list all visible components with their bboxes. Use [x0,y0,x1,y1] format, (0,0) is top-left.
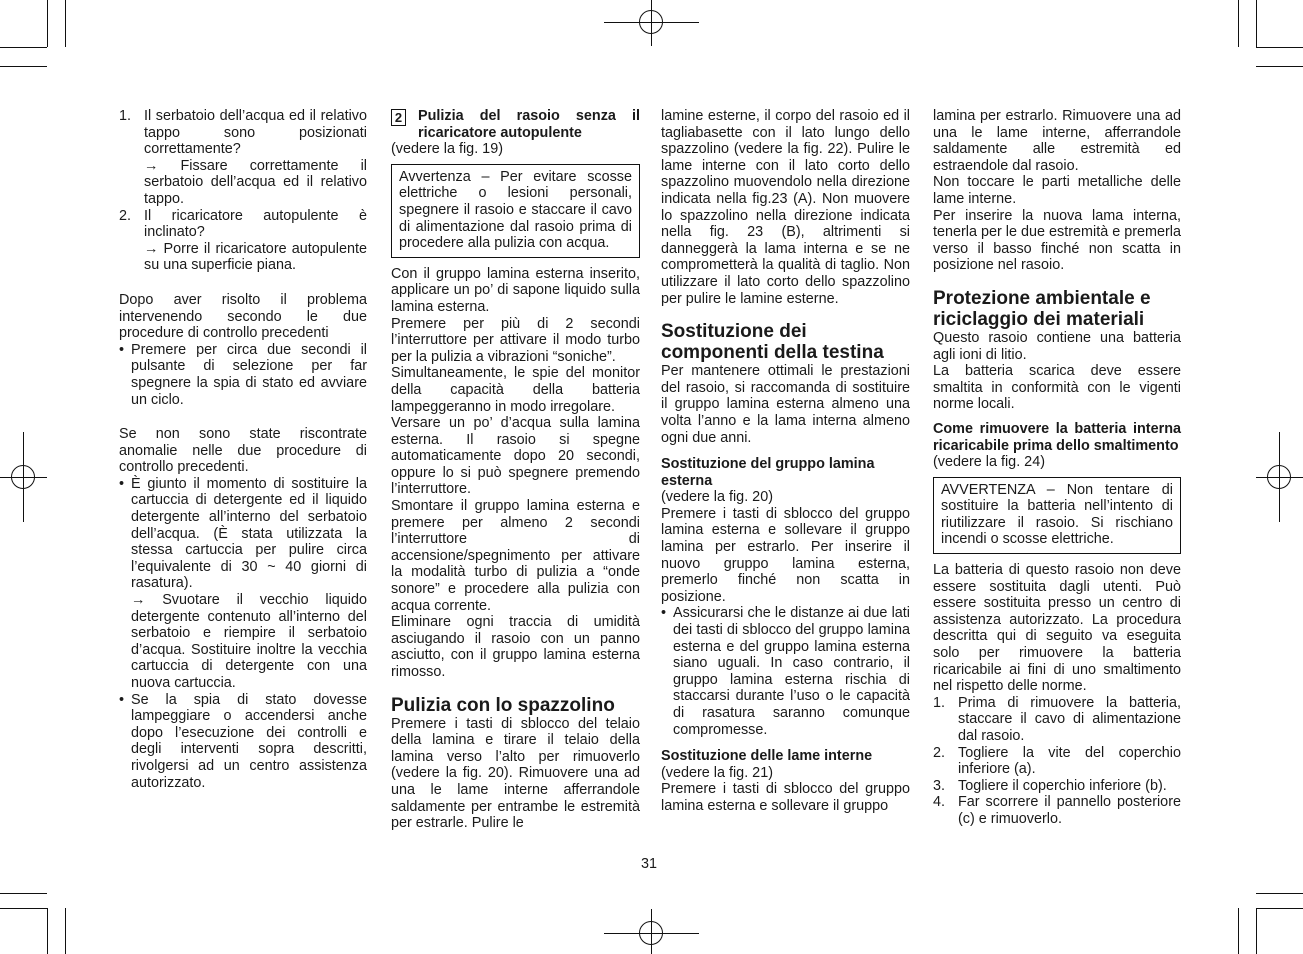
figure-reference: (vedere la fig. 20) [661,489,773,506]
section-heading: Pulizia con lo spazzolino [391,694,615,716]
paragraph: Simultaneamente, le spie del monitor della capacità della batteria lampeggeranno in modo irregolare. [391,365,640,415]
section-title: Pulizia del rasoio senza il ricaricatore autopulente [418,108,640,141]
paragraph: La batteria scarica deve essere smaltita in conformità con le vigenti norme locali. [933,363,1181,413]
paragraph: Premere i tasti di sblocco del gruppo lamina esterna e sollevare il gruppo [661,781,910,814]
section-heading: Sostituzione dei componenti della testina [661,321,884,364]
paragraph: Con il gruppo lamina esterna inserito, applicare un po’ di sapone liquido sulla lamina esterna. [391,265,640,315]
paragraph: Dopo aver risolto il problema intervenendo secondo le due procedure di controllo precedenti [119,291,367,342]
section-heading [391,108,640,141]
list-item: 4. Far scorrere il pannello posteriore (c) e rimuoverlo. [933,794,1181,827]
column-4 [933,108,1181,828]
bullet-item: • Assicurarsi che le distanze ai due lati dei tasti di sblocco del gruppo lamina esterna e del gruppo lamina esterna siano uguali. In caso contrario, il gruppo lamina esterna rischia di staccarsi durante l’uso o le capacità di rasatura saranno comunque compromesse. [661,605,910,738]
paragraph: Premere i tasti di sblocco del gruppo lamina esterna e sollevare il gruppo lamina per estrarlo. Per inserire il nuovo gruppo lamina esterna, premerlo finché non scatta in posizione. [661,505,910,605]
warning-box: Avvertenza – Per evitare scosse elettriche o lesioni personali, spegnere il rasoio e staccare il cavo di alimentazione dal rasoio prima di procedere alla pulizia con acqua. [391,164,640,258]
column-1 [119,108,367,791]
paragraph: Non toccare le parti metalliche delle lame interne. [933,174,1181,207]
paragraph: Premere i tasti di sblocco del telaio della lamina e tirare il telaio della lamina verso l’alto per rimuoverlo (vedere la fig. 20). Rimuovere una ad una le lame interne afferrandole saldamente per entrambe le estremità per estrarle. Pulire le [391,715,640,832]
paragraph: lamina per estrarlo. Rimuovere una ad una le lame interne, afferrandole saldamente alle estremità ed estraendole dal rasoio. [933,108,1181,174]
paragraph: Versare un po’ d’acqua sulla lamina esterna. Il rasoio si spegne automaticamente dopo 20 secondi, oppure lo si può spegnere premendo l’interruttore. [391,415,640,498]
paragraph: La batteria di questo rasoio non deve essere sostituita dagli utenti. Può essere sostituita presso un centro di assistenza autorizzato. La procedura descritta qui di seguito va eseguita solo per rimuovere la batteria ricaricabile ai fini di uno smaltimento nel rispetto delle norme. [933,562,1181,695]
warning-box: AVVERTENZA – Non tentare di sostituire la batteria nell’intento di riutilizzare il rasoio. Si rischiano incendi o scosse elettriche. [933,477,1181,554]
bullet-item: • Se la spia di stato dovesse lampeggiare o accendersi anche dopo l’esecuzione dei controlli e degli interventi sopra descritti, rivolgersi ad un centro assistenza autorizzato. [119,691,367,791]
column-2 [391,108,640,832]
paragraph: Premere per più di 2 secondi l’interruttore per attivare il modo turbo per la pulizia a vibrazioni “soniche”. [391,315,640,365]
paragraph: lamine esterne, il corpo del rasoio ed il tagliabasette con il lato lungo dello spazzolino (vedere la fig. 22). Pulire le lame interne con il lato corto dello spazzolino muovendolo nella direzione indicata nella fig.23 (A). Non muovere lo spazzolino nella direzione indicata nella fig. 23 (B), altrimenti si danneggerà la lama interna e se ne comprometterà la qualità di taglio. Non utilizzare il lato corto dello spazzolino per pulire le lamine esterne. [661,108,910,307]
figure-reference: (vedere la fig. 24) [933,454,1045,471]
paragraph: Eliminare ogni traccia di umidità asciugando il rasoio con un panno asciutto, con il gruppo lamina esterna rimosso. [391,614,640,680]
remedy-text: → Svuotare il vecchio liquido detergente contenuto all’interno del serbatoio e riempire il serbatoio d’acqua. Sostituire inoltre la vecchia cartuccia di detergente con una nuova cartuccia. [131,592,367,691]
paragraph: Smontare il gruppo lamina esterna e premere per almeno 2 secondi l’interruttore di accensione/spegnimento per attivare la modalità turbo di pulizia a “onde sonore” e procedere alla pulizia con acqua corrente. [391,498,640,614]
column-3 [661,108,910,815]
list-item: 1. Prima di rimuovere la batteria, staccare il cavo di alimentazione dal rasoio. [933,694,1181,744]
paragraph: Per inserire la nuova lama interna, tenerla per le due estremità e premerla verso il basso finché non scatta in posizione nel rasoio. [933,207,1181,274]
page-number: 31 [641,856,658,872]
remedy-text: → Porre il ricaricatore autopulente su una superficie piana. [144,240,367,274]
list-item: 2. Il ricaricatore autopulente è inclinato? [119,207,367,241]
bullet-item: • È giunto il momento di sostituire la cartuccia di detergente ed il liquido detergente all’interno del serbatoio dell’acqua. (È stata utilizzata la stessa cartuccia per pulire circa l’equivalente di 30 ~ 40 giorni di rasatura). [119,475,367,592]
section-heading: Protezione ambientale e riciclaggio dei materiali [933,287,1151,330]
list-item: 3. Togliere il coperchio inferiore (b). [933,777,1167,794]
paragraph: Se non sono state riscontrate anomalie nelle due procedure di controllo precedenti. [119,426,367,476]
section-number: 2 [391,109,406,126]
figure-reference: (vedere la fig. 19) [391,141,503,158]
list-item: 1. Il serbatoio dell’acqua ed il relativo tappo sono posizionati correttamente? [119,108,367,158]
paragraph: Per mantenere ottimali le prestazioni del rasoio, si raccomanda di sostituire il gruppo lamina esterna almeno una volta l’anno e la lama interna almeno ogni due anni. [661,363,910,446]
subheading: Sostituzione del gruppo lamina esterna [661,456,875,489]
subheading: Sostituzione delle lame interne [661,748,873,765]
paragraph: Questo rasoio contiene una batteria agli ioni di litio. [933,329,1181,363]
subheading: Come rimuovere la batteria interna ricaricabile prima dello smaltimento [933,420,1181,454]
list-item: 2. Togliere la vite del coperchio inferiore (a). [933,744,1181,778]
remedy-text: → Fissare correttamente il serbatoio dell’acqua ed il relativo tappo. [144,157,367,207]
bullet-item: • Premere per circa due secondi il pulsante di selezione per far spegnere la spia di stato ed avviare un ciclo. [119,341,367,408]
figure-reference: (vedere la fig. 21) [661,764,773,781]
